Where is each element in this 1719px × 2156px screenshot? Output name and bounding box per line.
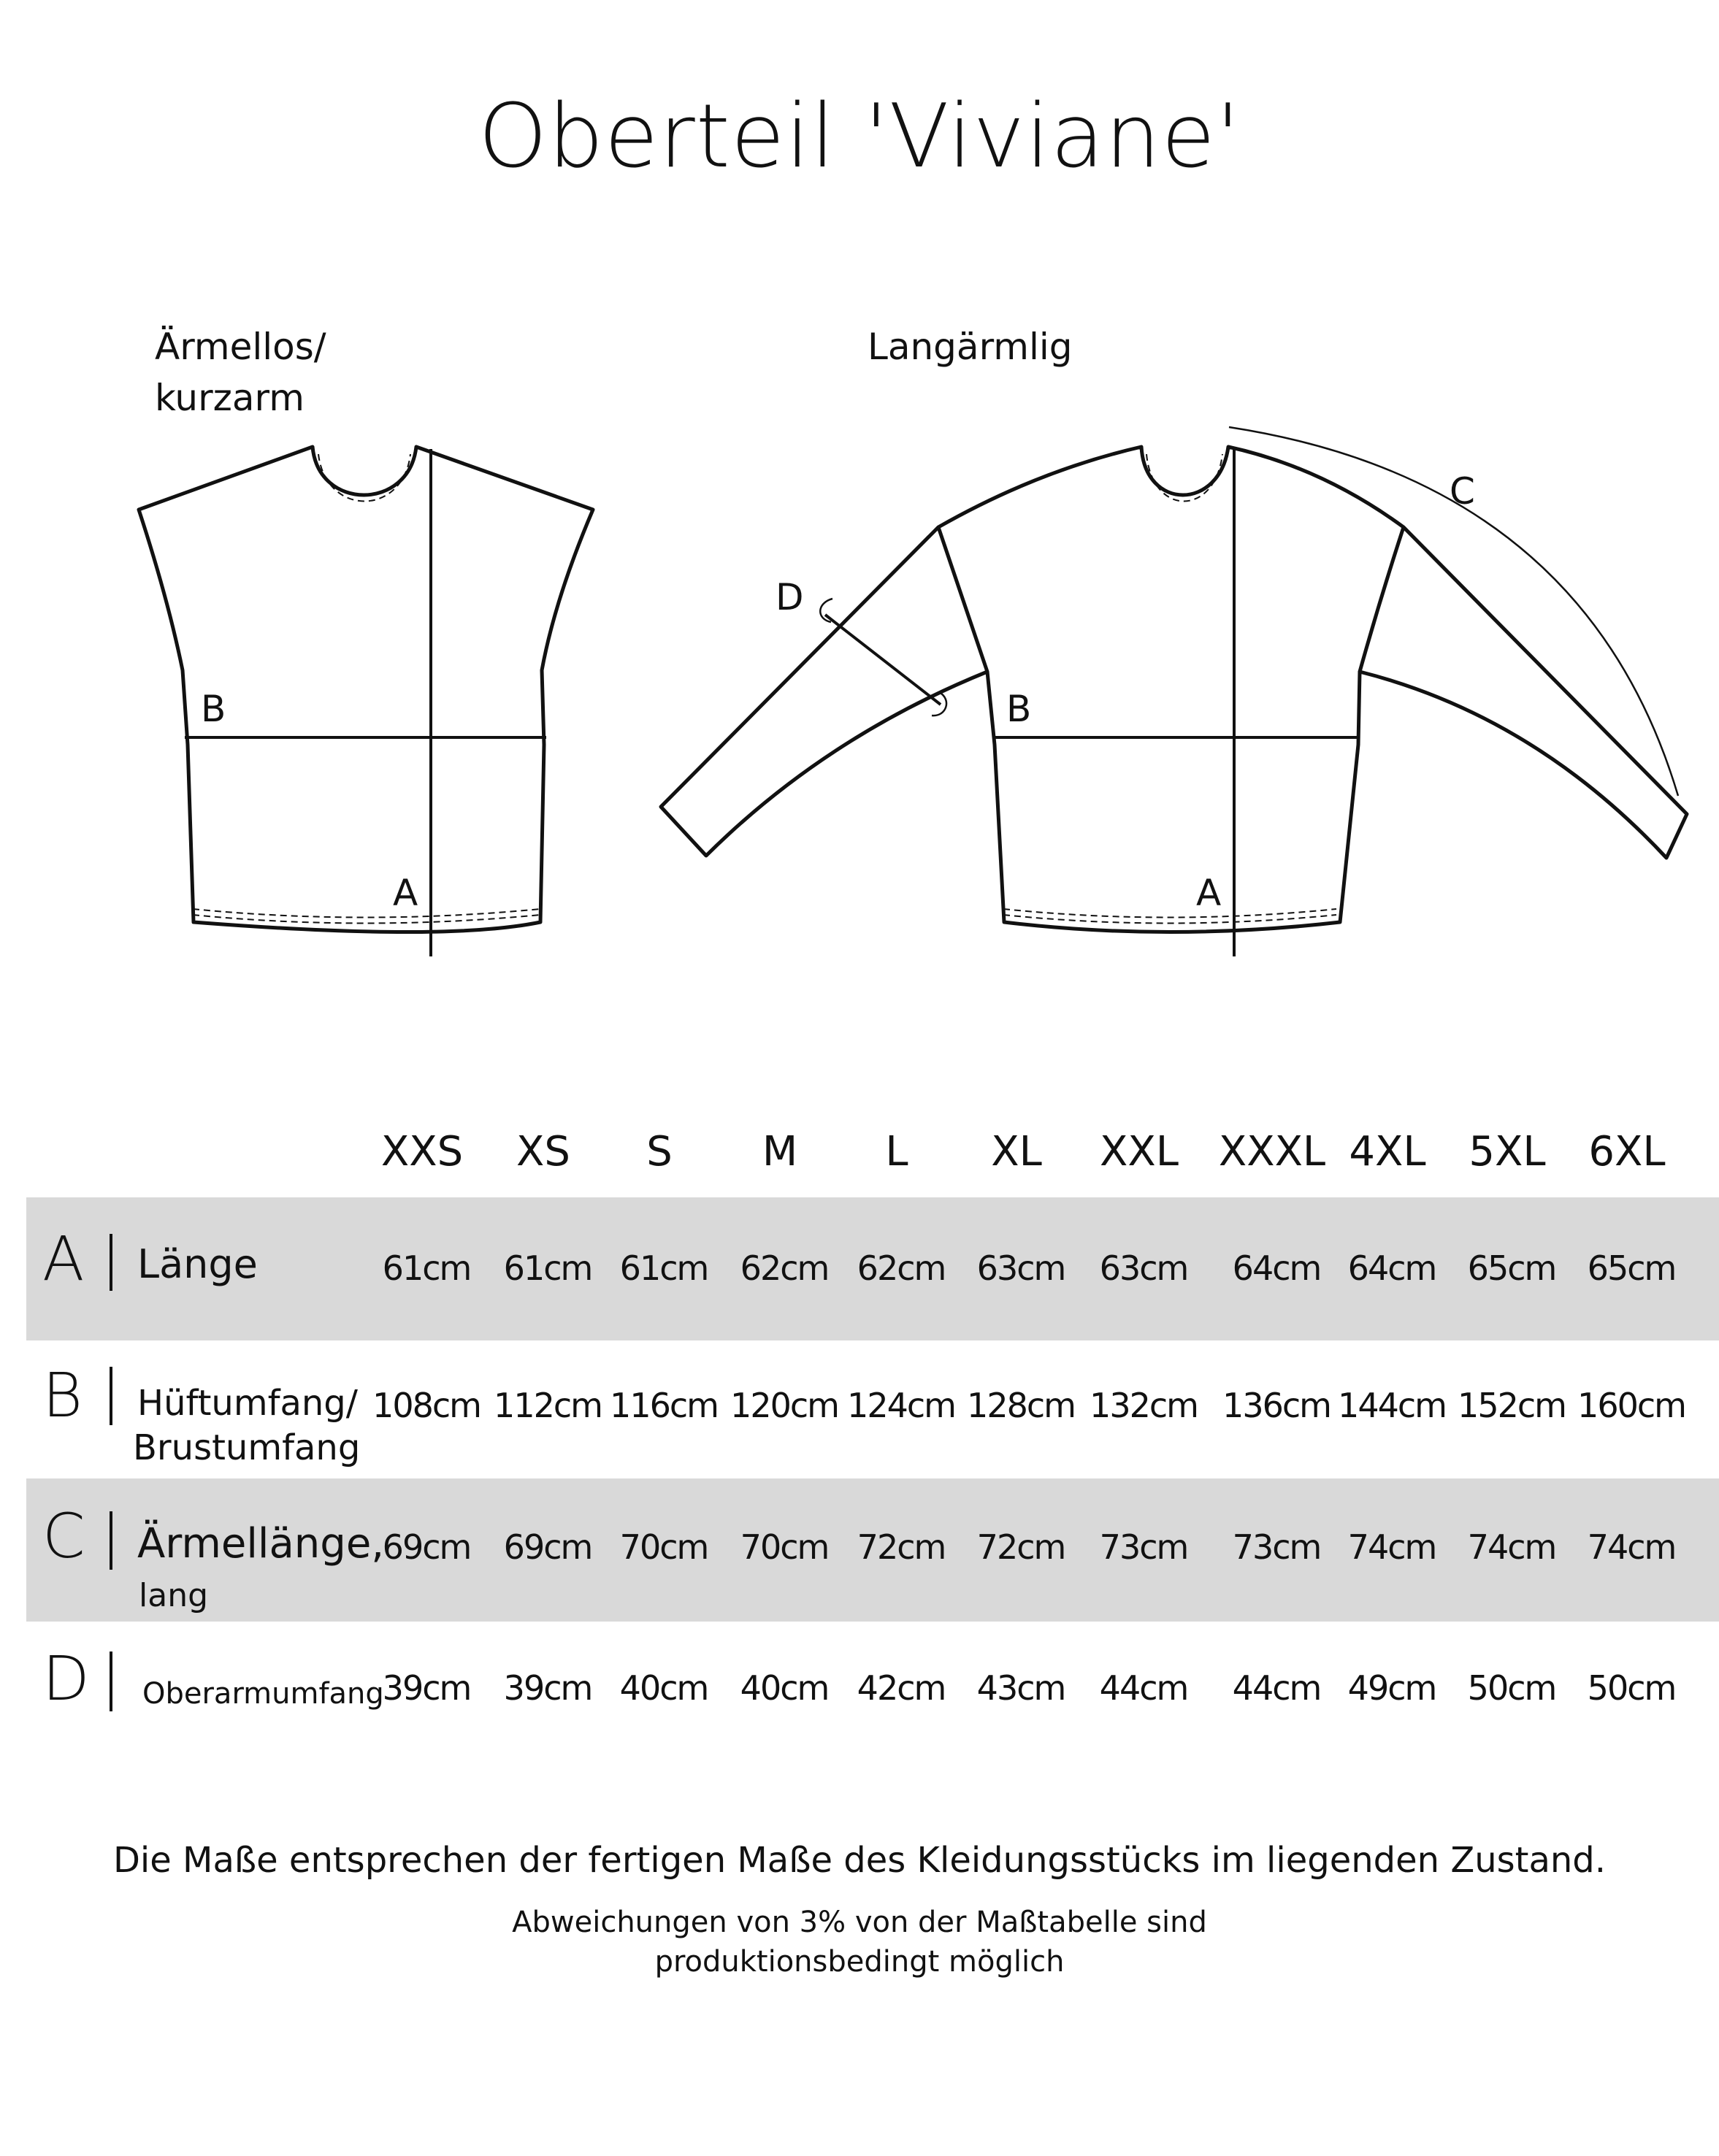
row-letter: A [42, 1223, 85, 1294]
row-name: Hüftumfang/ [137, 1383, 358, 1424]
measure-label-b: B [1006, 688, 1032, 730]
row-divider [110, 1511, 112, 1570]
table-cell: 43cm [976, 1668, 1065, 1708]
measure-label-c: C [1450, 470, 1475, 513]
variant-label-longsleeve: Langärmlig [868, 326, 1073, 368]
row-letter: D [42, 1643, 90, 1714]
table-cell: 128cm [967, 1386, 1075, 1425]
size-header: XL [991, 1128, 1042, 1175]
garment-longsleeve-diagram [643, 409, 1719, 993]
table-cell: 70cm [740, 1527, 829, 1567]
table-cell: 61cm [619, 1248, 708, 1288]
size-header: XXXL [1218, 1128, 1326, 1175]
size-header: 6XL [1588, 1128, 1666, 1175]
table-cell: 124cm [847, 1386, 955, 1425]
table-cell: 50cm [1467, 1668, 1556, 1708]
variant-label-line: kurzarm [155, 377, 305, 419]
table-cell: 74cm [1347, 1527, 1436, 1567]
table-cell: 62cm [857, 1248, 946, 1288]
garment-sleeveless-diagram [0, 409, 657, 993]
row-name: Oberarmumfang [142, 1677, 384, 1711]
row-divider [110, 1234, 112, 1291]
measure-label-a: A [393, 872, 418, 914]
table-cell: 144cm [1338, 1386, 1446, 1425]
footer-note: Die Maße entsprechen der fertigen Maße des Kleidungsstücks im liegenden Zustand. [112, 1840, 1607, 1881]
table-cell: 39cm [382, 1668, 471, 1708]
table-cell: 61cm [382, 1248, 471, 1288]
armhole-seam-right [1360, 527, 1404, 672]
table-cell: 64cm [1232, 1248, 1321, 1288]
row-name: Ärmellänge, [137, 1520, 385, 1568]
size-header: 5XL [1469, 1128, 1546, 1175]
table-cell: 65cm [1467, 1248, 1556, 1288]
row-name: Länge [137, 1241, 258, 1287]
table-cell: 112cm [494, 1386, 602, 1425]
variant-label-line: Ärmellos/ [155, 326, 326, 368]
table-cell: 64cm [1347, 1248, 1436, 1288]
table-cell: 152cm [1458, 1386, 1566, 1425]
footer-note: produktionsbedingt möglich [654, 1945, 1065, 1979]
table-cell: 73cm [1232, 1527, 1321, 1567]
size-header: M [762, 1128, 798, 1175]
table-cell: 70cm [619, 1527, 708, 1567]
measure-line-d [825, 615, 941, 705]
hem-stitching [1003, 909, 1336, 918]
footer-note: Abweichungen von 3% von der Maßtabelle sind [512, 1906, 1207, 1939]
size-header: S [646, 1128, 673, 1175]
table-cell: 44cm [1099, 1668, 1188, 1708]
row-divider [110, 1367, 112, 1425]
table-cell: 74cm [1467, 1527, 1556, 1567]
row-divider [110, 1651, 112, 1711]
table-cell: 39cm [503, 1668, 592, 1708]
row-letter: C [42, 1500, 85, 1572]
variant-label-sleeveless [155, 321, 326, 423]
row-name-sub: lang [139, 1577, 209, 1614]
table-cell: 132cm [1090, 1386, 1198, 1425]
table-cell: 63cm [1099, 1248, 1188, 1288]
size-header: XXS [380, 1128, 464, 1175]
table-cell: 40cm [740, 1668, 829, 1708]
table-cell: 63cm [976, 1248, 1065, 1288]
table-cell: 72cm [857, 1527, 946, 1567]
hem-stitching [1003, 915, 1336, 924]
hem-stitching [193, 909, 540, 918]
table-cell: 120cm [730, 1386, 838, 1425]
table-cell: 40cm [619, 1668, 708, 1708]
measure-label-d: D [776, 576, 804, 618]
table-cell: 61cm [503, 1248, 592, 1288]
table-cell: 49cm [1347, 1668, 1436, 1708]
table-cell: 69cm [503, 1527, 592, 1567]
table-cell: 62cm [740, 1248, 829, 1288]
size-header: XS [516, 1128, 570, 1175]
measure-label-b: B [201, 688, 226, 730]
table-cell: 44cm [1232, 1668, 1321, 1708]
hem-stitching [193, 915, 540, 924]
table-cell: 73cm [1099, 1527, 1188, 1567]
size-header: L [885, 1128, 908, 1175]
armhole-seam-left [938, 527, 987, 672]
table-cell: 50cm [1587, 1668, 1676, 1708]
garment-outline [661, 447, 1687, 932]
table-cell: 136cm [1222, 1386, 1331, 1425]
table-cell: 160cm [1577, 1386, 1685, 1425]
row-name-sub: Brustumfang [133, 1427, 361, 1468]
table-cell: 65cm [1587, 1248, 1676, 1288]
table-cell: 108cm [372, 1386, 481, 1425]
table-cell: 116cm [610, 1386, 718, 1425]
measure-label-a: A [1196, 872, 1222, 914]
size-header: 4XL [1349, 1128, 1426, 1175]
table-cell: 69cm [382, 1527, 471, 1567]
page-title: Oberteil 'Viviane' [478, 86, 1241, 188]
table-cell: 42cm [857, 1668, 946, 1708]
row-letter: B [42, 1359, 83, 1431]
table-cell: 74cm [1587, 1527, 1676, 1567]
table-cell: 72cm [976, 1527, 1065, 1567]
size-header: XXL [1100, 1128, 1179, 1175]
